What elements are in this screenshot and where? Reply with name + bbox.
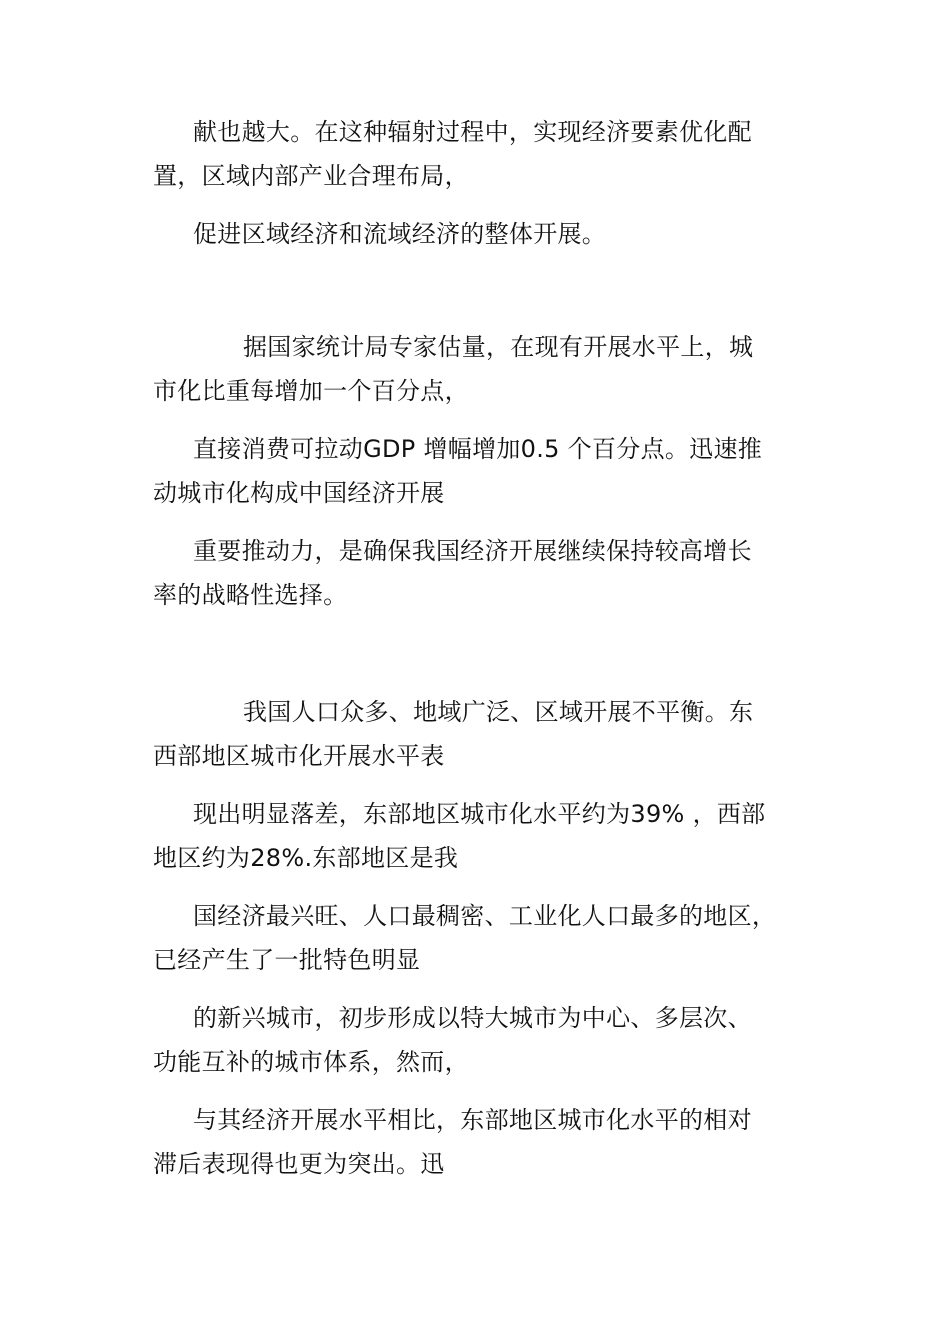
paragraph-line: 据国家统计局专家估量，在现有开展水平上，城 <box>243 333 754 361</box>
paragraph-line: 国经济最兴旺、人口最稠密、工业化人口最多的地区， <box>193 902 777 930</box>
paragraph-2 <box>153 212 803 256</box>
paragraph-4 <box>153 427 803 515</box>
paragraph-3 <box>153 325 803 413</box>
paragraph-6 <box>153 690 803 778</box>
paragraph-5 <box>153 529 803 617</box>
paragraph-1 <box>153 110 803 198</box>
paragraph-line: 的新兴城市，初步形成以特大城市为中心、多层次、 <box>193 1004 752 1032</box>
paragraph-line: 地区约为28%.东部地区是我 <box>153 844 459 872</box>
paragraph-line: 率的战略性选择。 <box>153 581 348 609</box>
paragraph-line: 我国人口众多、地域广泛、区域开展不平衡。东 <box>243 698 754 726</box>
paragraph-line: 促进区域经济和流域经济的整体开展。 <box>193 220 607 248</box>
paragraph-line: 献也越大。在这种辐射过程中，实现经济要素优化配 <box>193 118 752 146</box>
paragraph-line: 重要推动力，是确保我国经济开展继续保持较高增长 <box>193 537 752 565</box>
paragraph-line: 与其经济开展水平相比，东部地区城市化水平的相对 <box>193 1106 752 1134</box>
paragraph-7 <box>153 792 803 880</box>
paragraph-line: 功能互补的城市体系，然而， <box>153 1048 469 1076</box>
paragraph-line: 直接消费可拉动GDP 增幅增加0.5 个百分点。迅速推 <box>193 435 763 463</box>
paragraph-line: 滞后表现得也更为突出。迅 <box>153 1150 445 1178</box>
paragraph-line: 已经产生了一批特色明显 <box>153 946 421 974</box>
paragraph-line: 现出明显落差，东部地区城市化水平约为39% ，西部 <box>193 800 766 828</box>
paragraph-line: 动城市化构成中国经济开展 <box>153 479 445 507</box>
paragraph-10 <box>153 1098 803 1186</box>
paragraph-9 <box>153 996 803 1084</box>
paragraph-8 <box>153 894 803 982</box>
paragraph-line: 置，区域内部产业合理布局， <box>153 162 469 190</box>
paragraph-line: 西部地区城市化开展水平表 <box>153 742 445 770</box>
paragraph-line: 市化比重每增加一个百分点， <box>153 377 469 405</box>
